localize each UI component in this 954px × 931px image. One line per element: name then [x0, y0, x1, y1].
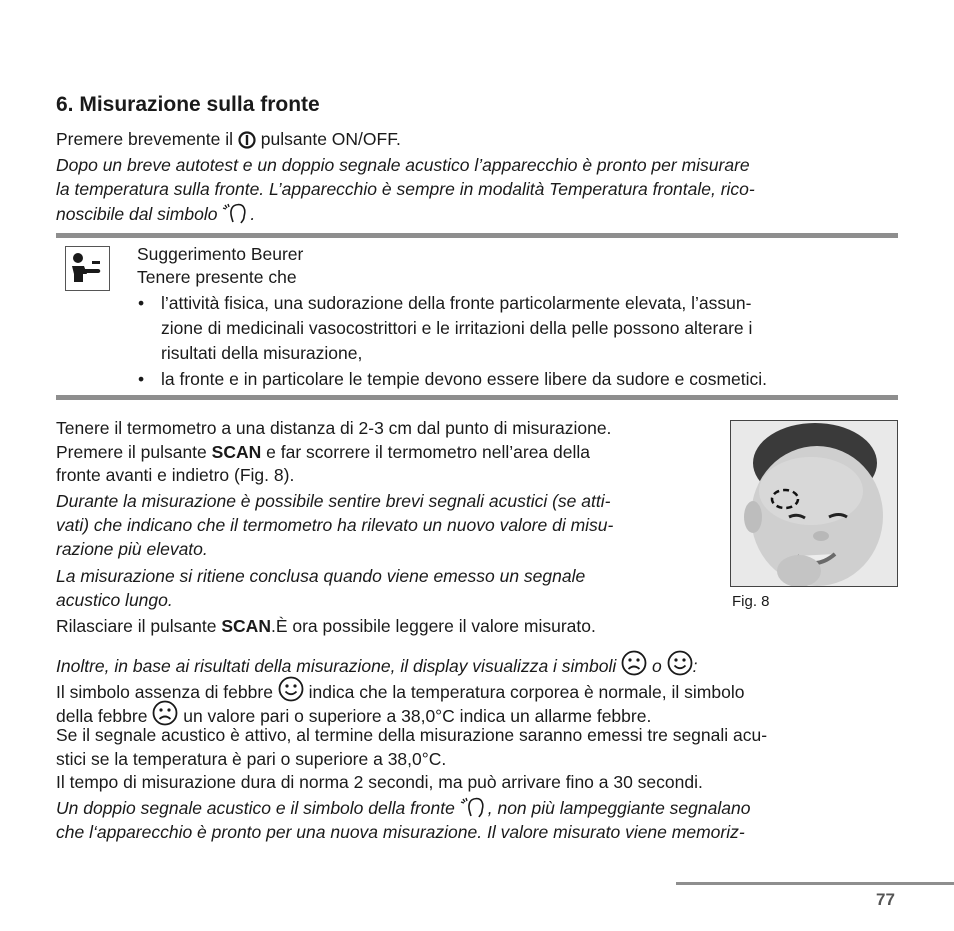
- power-icon: [238, 131, 256, 155]
- forehead-icon: [222, 202, 250, 230]
- tip-lead: Tenere presente che: [137, 267, 297, 287]
- body-p3-line-2-pre: della febbre: [56, 706, 148, 726]
- body-p2-post: .È ora possibile leggere il valore misurato.: [270, 616, 596, 636]
- scan-label-2: SCAN: [221, 616, 271, 636]
- tip-bullet-1-marker: •: [138, 293, 145, 313]
- intro-italic-1: Dopo un breve autotest e un doppio segnale acustico l’apparecchio è pronto per misurare: [56, 155, 750, 175]
- body-p4-line-1: Se il segnale acustico è attivo, al termine della misurazione saranno emessi tre segnali acu-: [56, 725, 768, 745]
- body-it3-pre: Inoltre, in base ai risultati della misurazione, il display visualizza i simboli: [56, 656, 617, 676]
- footer-rule: [676, 882, 954, 885]
- intro-italic-3-post: .: [250, 204, 256, 224]
- tip-bottom-rule: [56, 395, 898, 400]
- baby-photo: [730, 420, 898, 587]
- page-number: 77: [876, 890, 895, 909]
- tip-heading: Suggerimento Beurer: [137, 244, 304, 264]
- body-p1-line-2-pre: Premere il pulsante: [56, 442, 207, 462]
- scan-label: SCAN: [211, 442, 262, 462]
- body-it3-mid: o: [652, 656, 662, 676]
- tip-bullet-2: la fronte e in particolare le tempie devono essere libere da sudore e cosmetici.: [161, 369, 768, 389]
- forehead-icon: [460, 796, 488, 824]
- figure-caption: Fig. 8: [732, 593, 770, 610]
- intro-italic-2: la temperatura sulla fronte. L’apparecchio è sempre in modalità Temperatura frontale, rico-: [56, 179, 755, 199]
- tip-bullet-2-marker: •: [138, 369, 145, 389]
- body-p3-line-1-pre: Il simbolo assenza di febbre: [56, 682, 273, 702]
- body-it4-line-1: [56, 796, 750, 824]
- tip-bullet-1-line-2: zione di medicinali vasocostrittori e le irritazioni della pelle possono alterare i: [161, 318, 753, 338]
- section-title: 6. Misurazione sulla fronte: [56, 93, 320, 116]
- body-p4-line-2: stici se la temperatura è pari o superiore a 38,0°C.: [56, 749, 447, 769]
- body-it1-line-2: vati) che indicano che il termometro ha rilevato un nuovo valore di misu-: [56, 515, 614, 535]
- tip-top-rule: [56, 233, 898, 238]
- body-p5: Il tempo di misurazione dura di norma 2 secondi, ma può arrivare fino a 30 secondi.: [56, 772, 703, 792]
- tip-bullet-1-line-3: risultati della misurazione,: [161, 343, 363, 363]
- intro-line-1: [56, 128, 401, 155]
- body-it4-line-1-pre: Un doppio segnale acustico e il simbolo della fronte: [56, 798, 455, 818]
- body-p1-line-1: Tenere il termometro a una distanza di 2-3 cm dal punto di misurazione.: [56, 418, 612, 438]
- tip-bullet-1-line-1: l’attività fisica, una sudorazione della fronte particolarmente elevata, l’assun-: [161, 293, 752, 313]
- body-it4-line-2: che l‘apparecchio è pronto per una nuova misurazione. Il valore misurato viene memoriz-: [56, 822, 745, 842]
- intro-italic-3: [56, 202, 255, 230]
- body-p1-line-2-post: e far scorrere il termometro nell’area della: [266, 442, 591, 462]
- body-p3-line-1-post: indica che la temperatura corporea è normale, il simbolo: [308, 682, 745, 702]
- intro-italic-3-pre: noscibile dal simbolo: [56, 204, 218, 224]
- body-it1-line-3: razione più elevato.: [56, 539, 208, 559]
- body-p2: [56, 615, 596, 638]
- body-it2-line-1: La misurazione si ritiene conclusa quando viene emesso un segnale: [56, 566, 586, 586]
- intro-line-1-pre: Premere brevemente il: [56, 129, 234, 149]
- body-it3-post: :: [692, 656, 698, 676]
- body-p2-pre: Rilasciare il pulsante: [56, 616, 217, 636]
- body-it1-line-1: Durante la misurazione è possibile sentire brevi segnali acustici (se atti-: [56, 491, 611, 511]
- body-p1-line-3: fronte avanti e indietro (Fig. 8).: [56, 465, 295, 485]
- intro-line-1-post: pulsante ON/OFF.: [260, 129, 401, 149]
- body-p1-line-2: [56, 441, 590, 464]
- body-p3-line-2-post: un valore pari o superiore a 38,0°C indica un allarme febbre.: [183, 706, 652, 726]
- body-it4-line-1-post: , non più lampeggiante segnalano: [487, 798, 751, 818]
- tip-hand-icon: [65, 246, 110, 291]
- body-it2-line-2: acustico lungo.: [56, 590, 173, 610]
